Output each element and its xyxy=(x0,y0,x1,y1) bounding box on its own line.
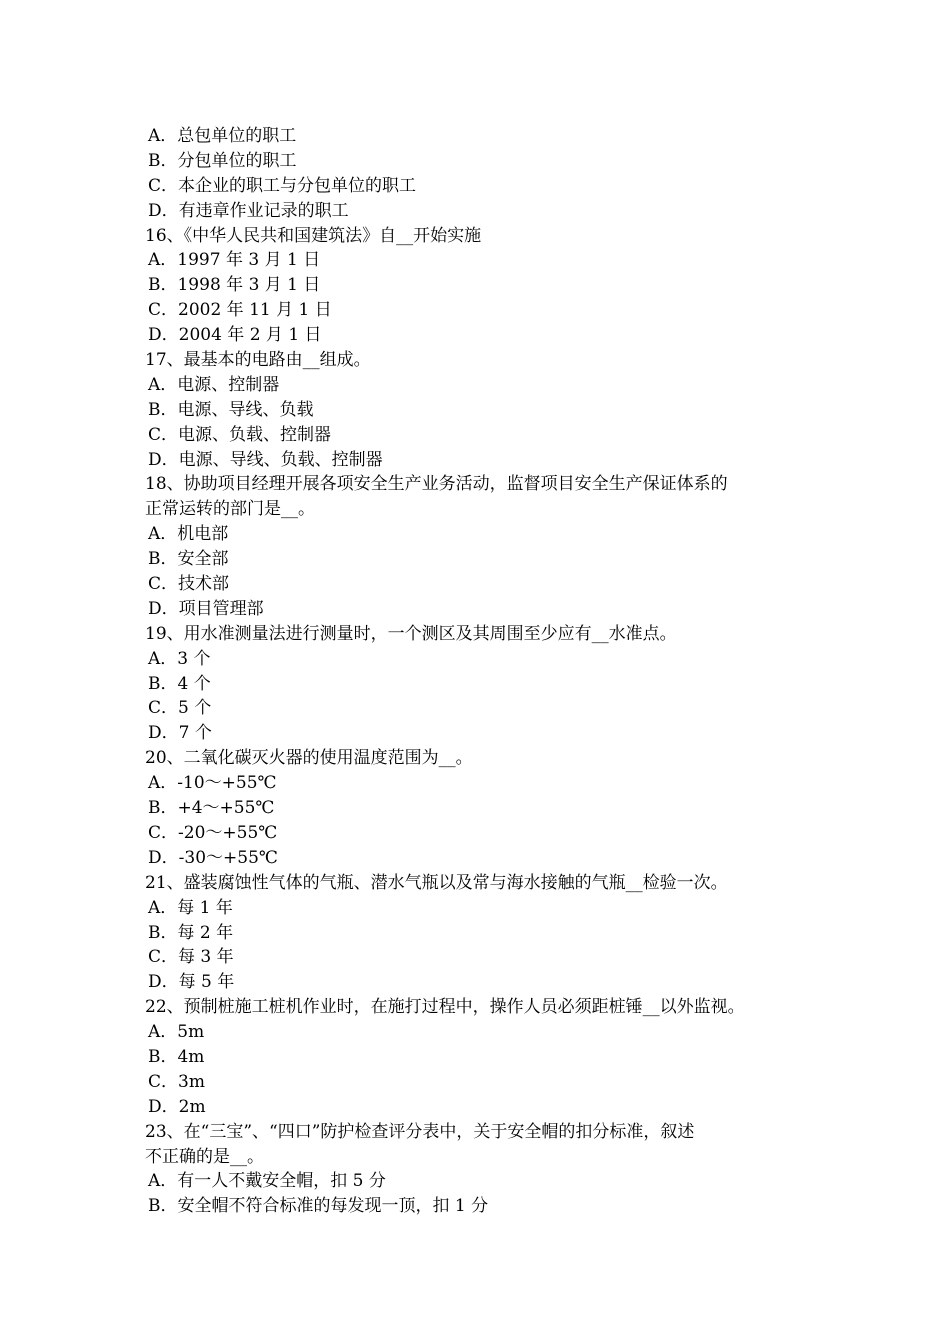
answer-option: A．5m xyxy=(148,1022,205,1043)
answer-option: B．每 2 年 xyxy=(148,922,234,943)
answer-option: B．分包单位的职工 xyxy=(148,150,297,171)
answer-option: B．电源、导线、负载 xyxy=(148,399,314,420)
question-text: 17、最基本的电路由__组成。 xyxy=(145,350,371,371)
question-text: 21、盛装腐蚀性气体的气瓶、潜水气瓶以及常与海水接触的气瓶__检验一次。 xyxy=(145,872,728,893)
answer-option: D．2m xyxy=(148,1096,206,1117)
answer-option: C．-20～+55℃ xyxy=(148,822,278,843)
answer-option: D．项目管理部 xyxy=(148,598,264,619)
answer-option: A．3 个 xyxy=(148,648,211,669)
answer-option: D．每 5 年 xyxy=(148,972,235,993)
answer-option: B．4m xyxy=(148,1046,205,1067)
answer-option: B．安全部 xyxy=(148,549,229,570)
answer-option: B．4 个 xyxy=(148,673,211,694)
question-text: 不正确的是__。 xyxy=(145,1146,264,1167)
answer-option: A．机电部 xyxy=(148,524,229,545)
answer-option: A．电源、控制器 xyxy=(148,374,280,395)
answer-option: D．2004 年 2 月 1 日 xyxy=(148,325,322,346)
answer-option: C．每 3 年 xyxy=(148,947,234,968)
answer-option: B．安全帽不符合标准的每发现一顶，扣 1 分 xyxy=(148,1196,489,1217)
answer-option: D．电源、导线、负载、控制器 xyxy=(148,449,383,470)
answer-option: A．1997 年 3 月 1 日 xyxy=(148,250,321,271)
question-text: 18、协助项目经理开展各项安全生产业务活动，监督项目安全生产保证体系的 xyxy=(145,474,728,495)
answer-option: C．3m xyxy=(148,1071,205,1092)
answer-option: C．技术部 xyxy=(148,574,230,595)
answer-option: B．1998 年 3 月 1 日 xyxy=(148,275,321,296)
answer-option: C．电源、负载、控制器 xyxy=(148,424,332,445)
answer-option: A．总包单位的职工 xyxy=(148,126,297,146)
question-text: 23、在“三宝”、“四口”防护检查评分表中，关于安全帽的扣分标准，叙述 xyxy=(145,1121,695,1142)
answer-option: C．本企业的职工与分包单位的职工 xyxy=(148,175,417,196)
answer-option: C．5 个 xyxy=(148,698,212,719)
question-text: 19、用水准测量法进行测量时，一个测区及其周围至少应有__水准点。 xyxy=(145,623,677,644)
question-text: 正常运转的部门是__。 xyxy=(145,499,315,520)
answer-option: D．7 个 xyxy=(148,723,212,744)
answer-option: D．-30～+55℃ xyxy=(148,847,278,868)
question-text: 22、预制桩施工桩机作业时，在施打过程中，操作人员必须距桩锤__以外监视。 xyxy=(145,997,745,1018)
answer-option: A．-10～+55℃ xyxy=(148,773,277,794)
answer-option: B．+4～+55℃ xyxy=(148,798,275,819)
answer-option: C．2002 年 11 月 1 日 xyxy=(148,300,332,321)
answer-option: A．有一人不戴安全帽，扣 5 分 xyxy=(148,1171,386,1192)
document-page xyxy=(145,124,815,1219)
answer-option: D．有违章作业记录的职工 xyxy=(148,200,349,221)
question-text: 16、《中华人民共和国建筑法》自__开始实施 xyxy=(145,225,482,246)
answer-option: A．每 1 年 xyxy=(148,897,233,918)
question-text: 20、二氧化碳灭火器的使用温度范围为__。 xyxy=(145,748,473,769)
